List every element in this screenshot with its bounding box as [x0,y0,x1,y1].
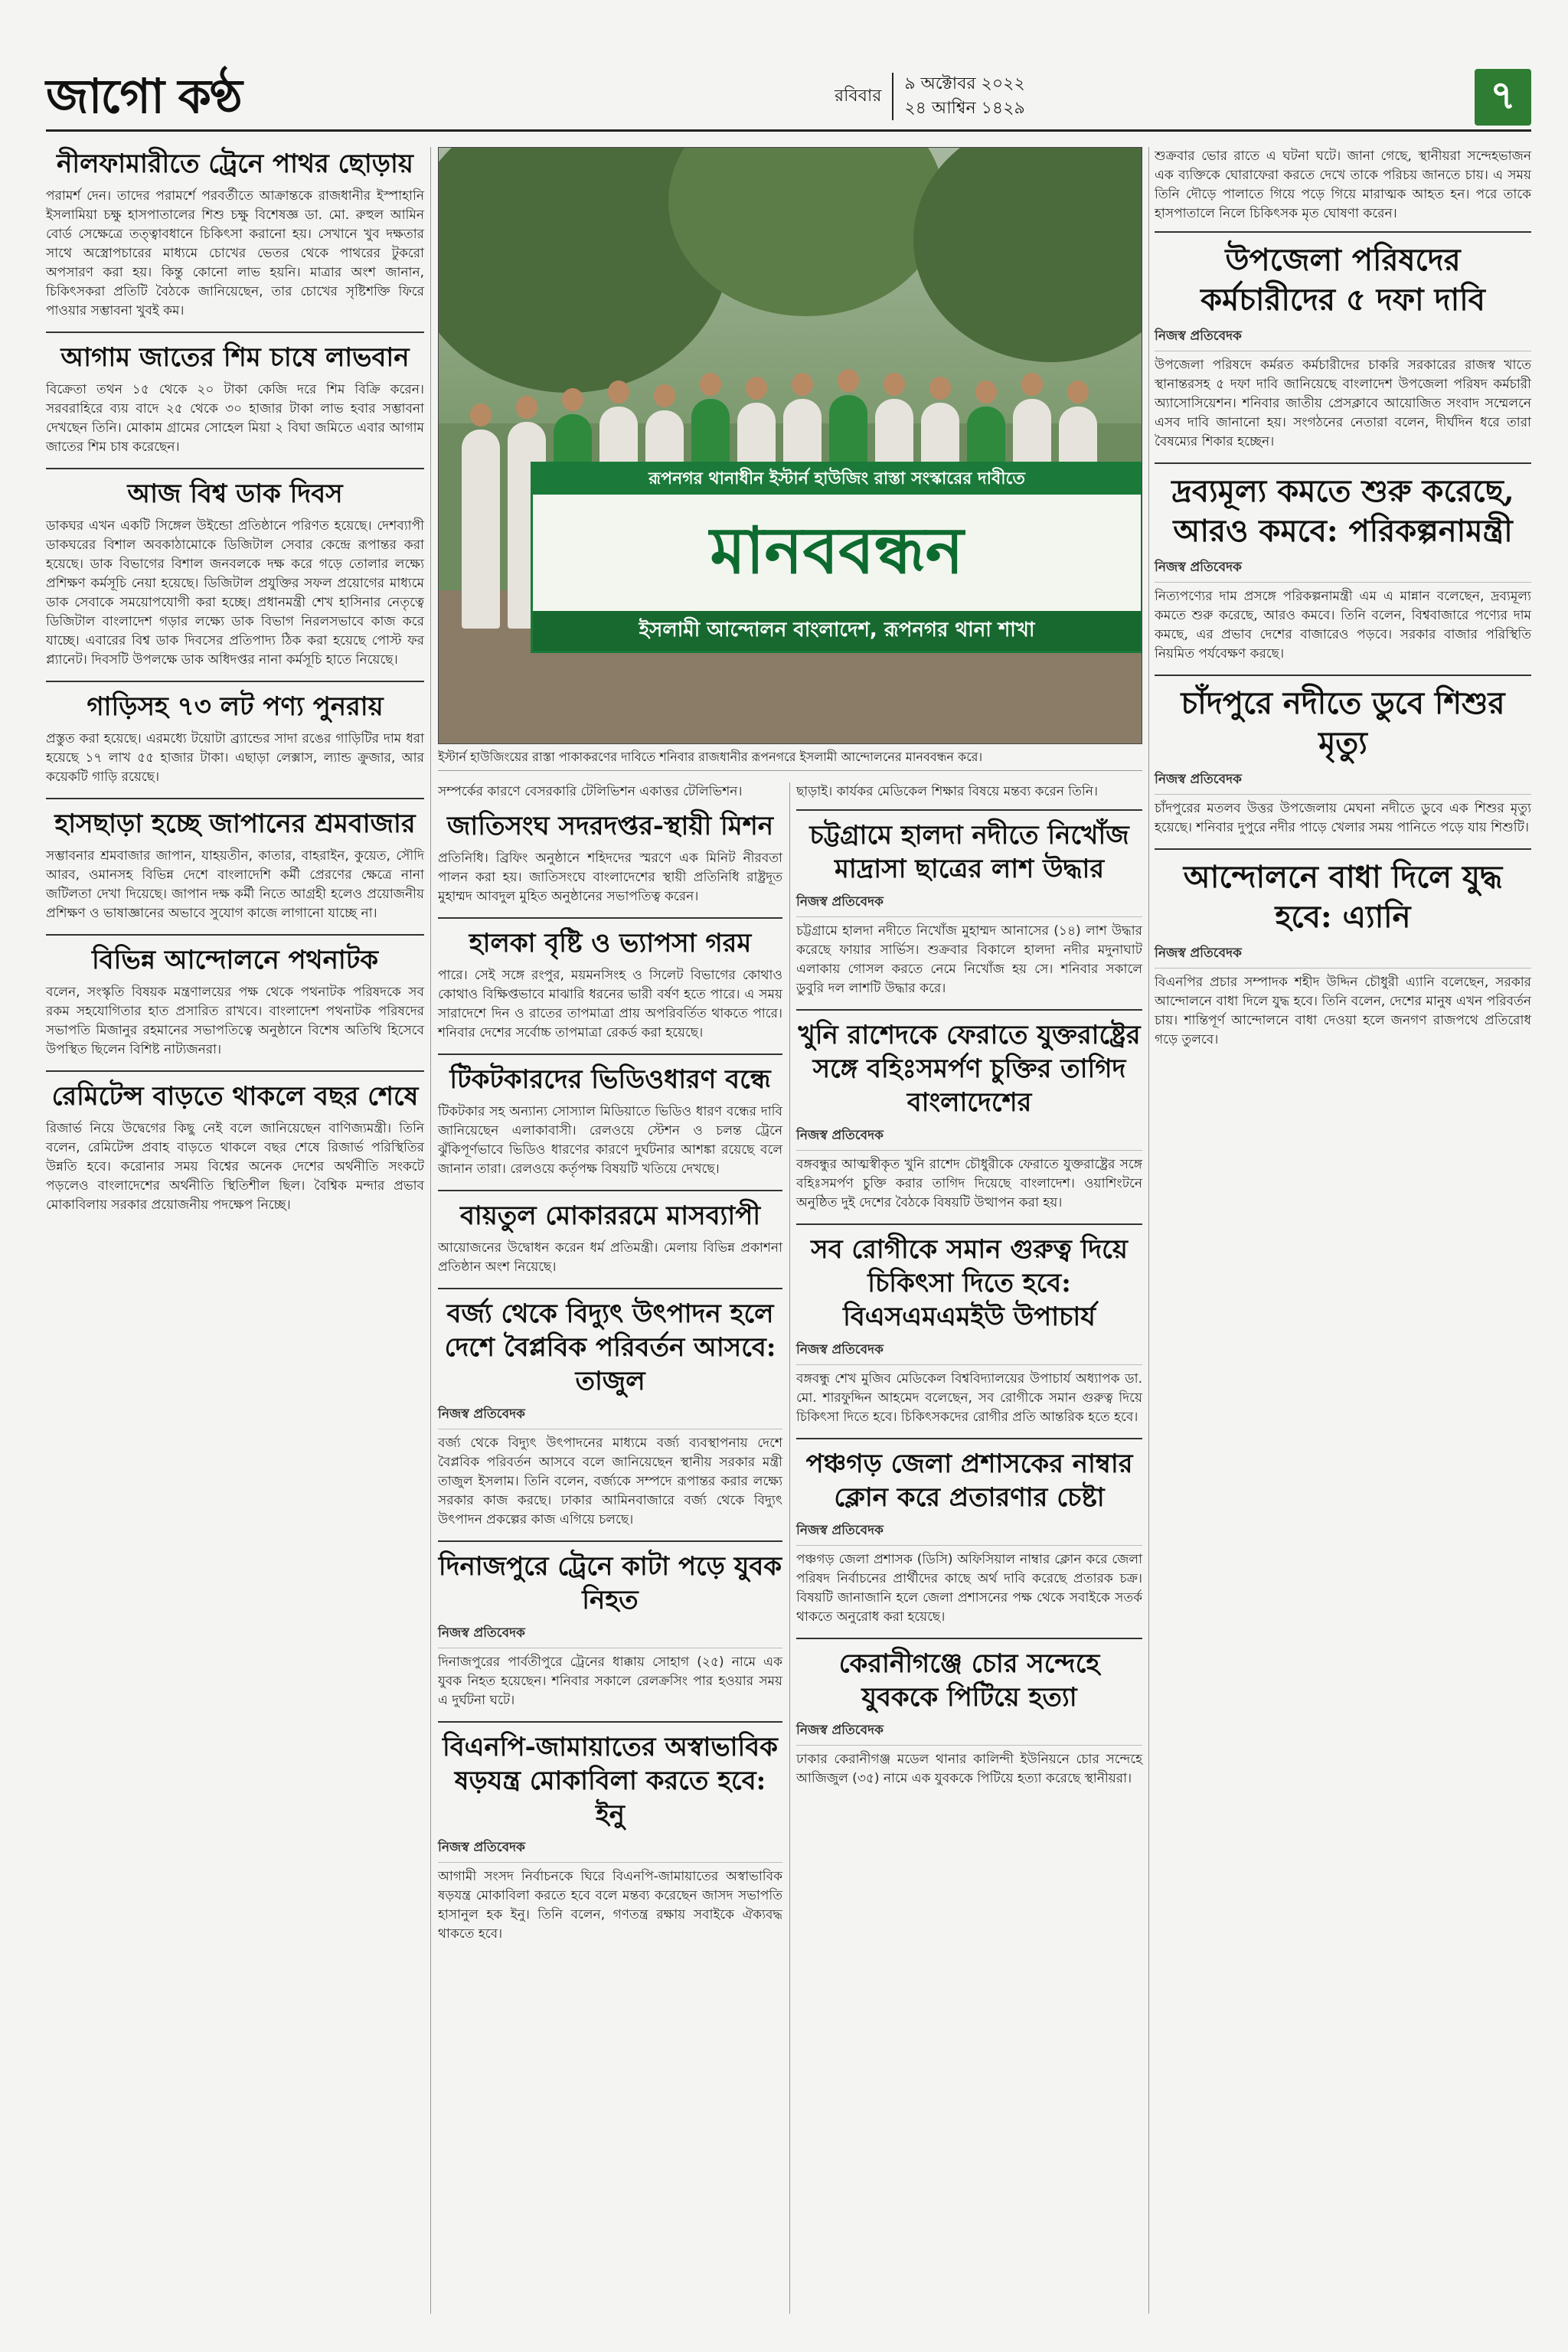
dates [904,72,1024,121]
story [46,807,424,923]
headline[interactable]: পঞ্চগড় জেলা প্রশাসকের নাম্বার ক্লোন করে প্রতারণার চেষ্টা [805,1449,1133,1513]
story-body: নিত্যপণ্যের দাম প্রসঙ্গে পরিকল্পনামন্ত্রী এম এ মান্নান বলেছেন, দ্রব্যমূল্য কমতে শুরু করেছে, আরও কমবে। তিনি বলেন, বিশ্ববাজারে পণ্যের দাম কমছে, এর প্রভাব দেশের বাজারেও পড়বে। সরকার বাজার পরিস্থিতি নিয়মিত পর্যবেক্ষণ করছে। [1155,589,1531,662]
story-body: বঙ্গবন্ধুর আত্মস্বীকৃত খুনি রাশেদ চৌধুরীকে ফেরাতে যুক্তরাষ্ট্রের সঙ্গে বহিঃসমর্পণ চুক্তি করার তাগিদ দিয়েছে বাংলাদেশ। ওয়াশিংটনে অনুষ্ঠিত দুই দেশের বৈঠকে বিষয়টি উত্থাপন করা হয়। [796,1157,1142,1210]
byline: নিজস্ব প্রতিবেদক [796,1125,1142,1151]
headline[interactable]: বিএনপি-জামায়াতের অস্বাভাবিক ষড়যন্ত্র মোকাবিলা করতে হবে: ইনু [443,1732,778,1830]
divider [796,1009,1142,1011]
banner-top-text: রূপনগর থানাধীন ইস্টার্ন হাউজিং রাস্তা সংস্কারের দাবীতে [533,464,1141,495]
story [796,1647,1142,1788]
headline[interactable]: হাসছাড়া হচ্ছে জাপানের শ্রমবাজার [54,808,416,839]
left-column [46,147,424,1226]
divider [796,1638,1142,1639]
date-bengali: ২৪ আশ্বিন ১৪২৯ [904,99,1025,118]
divider [46,798,424,799]
divider [46,681,424,682]
center-left-column [438,782,782,1955]
page-number: ৭ [1475,69,1531,126]
story [46,477,424,670]
protest-banner [531,462,1142,653]
story-body: ছাড়াই। কার্যকর মেডিকেল শিক্ষার বিষয়ে মন্তব্য করেন তিনি। [796,784,1099,799]
banner-bottom-text: ইসলামী আন্দোলন বাংলাদেশ, রূপনগর থানা শাখা [533,611,1141,651]
story [796,1018,1142,1213]
headline[interactable]: সব রোগীকে সমান গুরুত্ব দিয়ে চিকিৎসা দিতে হবে: বিএসএমএমইউ উপাচার্য [811,1234,1128,1332]
story-body: আগামী সংসদ নির্বাচনকে ঘিরে বিএনপি-জামায়াতের অস্বাভাবিক ষড়যন্ত্র মোকাবিলা করতে হবে বলে মন্তব্য করেছেন জাসদ সভাপতি হাসানুল হক ইনু। তিনি বলেন, গণতন্ত্র রক্ষায় সবাইকে ঐক্যবদ্ধ থাকতে হবে। [438,1869,782,1942]
divider [438,917,782,919]
byline: নিজস্ব প্রতিবেদক [796,1340,1142,1365]
protester [462,430,500,629]
story [438,1297,782,1530]
headline[interactable]: রেমিটেন্স বাড়তে থাকলে বছর শেষে [51,1081,419,1112]
divider [438,1721,782,1723]
story-body: বর্জ্য থেকে বিদ্যুৎ উৎপাদনের মাধ্যমে বর্জ্য ব্যবস্থাপনায় দেশে বৈপ্লবিক পরিবর্তন আসবে বলে জানিয়েছেন স্থানীয় সরকার মন্ত্রী তাজুল ইসলাম। তিনি বলেন, বর্জ্যকে সম্পদে রূপান্তর করার লক্ষ্যে সরকার কাজ করছে। ঢাকার আমিনবাজারে বর্জ্য থেকে বিদ্যুৎ উৎপাদন প্রকল্পের কাজ এগিয়ে চলছে। [438,1436,782,1527]
byline: নিজস্ব প্রতিবেদক [1155,557,1531,583]
byline: নিজস্ব প্রতিবেদক [1155,769,1531,795]
byline: নিজস্ব প্রতিবেদক [796,1720,1142,1746]
byline: নিজস্ব প্রতিবেদক [1155,943,1531,969]
byline: নিজস্ব প্রতিবেদক [438,1838,782,1863]
story-body: চট্টগ্রামে হালদা নদীতে নিখোঁজ মুহাম্মদ আনাসের (১৪) লাশ উদ্ধার করেছে ফায়ার সার্ভিস। শুক্রবার বিকালে হালদা নদীর মদুনাঘাট এলাকায় গোসল করতে নেমে নিখোঁজ হয় সে। শনিবার সকালে ডুবুরি দল লাশটি উদ্ধার করে। [796,923,1142,996]
divider [1155,848,1531,850]
headline[interactable]: উপজেলা পরিষদের কর্মচারীদের ৫ দফা দাবি [1200,242,1485,318]
banner-main-text: মানববন্ধন [710,511,964,588]
story [438,1550,782,1710]
story-body: ডাকঘর এখন একটি সিঙ্গেল উইন্ডো প্রতিষ্ঠানে পরিণত হয়েছে। দেশব্যাপী ডাকঘরের বিশাল অবকাঠামোকে ডিজিটাল সেবার কেন্দ্রে রূপান্তর করা হয়েছে। ডাক বিভাগের বিশাল জনবলকে দক্ষ করে গড়ে তোলার লক্ষ্যে প্রশিক্ষণ কর্মসূচি নেয়া হয়েছে। ডিজিটাল প্রযুক্তির সফল প্রয়োগের মাধ্যমে ডাক সেবাকে সময়োপযোগী করা হচ্ছে। প্রধানমন্ত্রী শেখ হাসিনার নেতৃত্বে ডিজিটাল বাংলাদেশ গড়ার লক্ষ্যে ডাক বিভাগ নিরলসভাবে কাজ করে যাচ্ছে। এবারের বিশ্ব ডাক দিবসের প্রতিপাদ্য ঠিক করা হয়েছে পোস্ট ফর প্ল্যানেট। দিবসটি উপলক্ষে ডাক অধিদপ্তর নানা কর্মসূচি হাতে নিয়েছে। [46,518,424,668]
divider [796,809,1142,811]
column-divider [789,782,790,2314]
story-body: দিনাজপুরের পার্বতীপুরে ট্রেনের ধাক্কায় সোহাগ (২৫) নামে এক যুবক নিহত হয়েছেন। শনিবার সকালে রেলক্রসিং পার হওয়ার সময় এ দুর্ঘটনা ঘটে। [438,1655,782,1708]
headline[interactable]: আজ বিশ্ব ডাক দিবস [127,479,343,509]
divider [438,1054,782,1055]
headline[interactable]: কেরানীগঞ্জে চোর সন্দেহে যুবককে পিটিয়ে হত্যা [838,1648,1100,1713]
story [1155,472,1531,664]
column-divider [1148,147,1149,2314]
date-gregorian: ৯ অক্টোবর ২০২২ [904,74,1025,93]
divider [438,1540,782,1542]
headline[interactable]: টিকটকারদের ভিডিওধারণ বন্ধে [449,1064,771,1095]
dateline [835,72,1025,121]
divider [438,1288,782,1289]
divider [46,468,424,469]
headline[interactable]: জাতিসংঘ সদরদপ্তর-স্থায়ী মিশন [446,811,774,841]
headline[interactable]: বায়তুল মোকাররমে মাসব্যাপী [459,1200,761,1231]
story [438,809,782,906]
story-body: পরামর্শ দেন। তাদের পরামর্শে পরবর্তীতে আক্রান্তকে রাজধানীর ইস্পাহানি ইসলামিয়া চক্ষু হাসপাতালের শিশু চক্ষু বিশেষজ্ঞ ডা. মো. রুহুল আমিন বোর্ড সেক্ষেত্রে তত্ত্বাবধানে চিকিৎসা করানো হয়। সেখানে খুব দক্ষতার সাথে অস্ত্রোপচারের মাধ্যমে চোখের ভেতর থেকে পাথরের টুকরো অপসারণ করা হয়। কিন্তু কোনো লাভ হয়নি। মাত্রার অংশ জানান, চিকিৎসকরা প্রতিটি বৈঠকে জানিয়েছেন, তার চোখের সৃষ্টিশক্তি ফিরে পাওয়ার সম্ভাবনা খুবই কম। [46,188,424,318]
headline[interactable]: আন্দোলনে বাধা দিলে যুদ্ধ হবে: এ্যানি [1183,859,1503,935]
newspaper-logo [46,67,241,132]
headline[interactable]: গাড়িসহ ৭৩ লট পণ্য পুনরায় [87,691,384,722]
story [438,926,782,1043]
headline[interactable]: খুনি রাশেদকে ফেরাতে যুক্তরাষ্ট্রের সঙ্গে বহিঃসমর্পণ চুক্তির তাগিদ বাংলাদেশের [798,1020,1141,1118]
story [46,341,424,457]
story [46,690,424,787]
headline[interactable]: বর্জ্য থেকে বিদ্যুৎ উৎপাদন হলে দেশে বৈপ্লবিক পরিবর্তন আসবে: তাজুল [444,1298,776,1396]
news-photo[interactable] [438,147,1142,744]
story [438,1730,782,1944]
story-body: পঞ্চগড় জেলা প্রশাসক (ডিসি) অফিসিয়াল নাম্বার ক্লোন করে জেলা পরিষদ নির্বাচনের প্রার্থীদের কাছে অর্থ দাবি করেছে প্রতারক চক্র। বিষয়টি জানাজানি হলে জেলা প্রশাসনের পক্ষ থেকে সবাইকে সতর্ক থাকতে অনুরোধ করা হয়েছে। [796,1552,1142,1625]
headline[interactable]: দ্রব্যমূল্য কমতে শুরু করেছে, আরও কমবে: পরিকল্পনামন্ত্রী [1171,473,1514,549]
divider [46,934,424,936]
story-body: রিজার্ভ নিয়ে উদ্বেগের কিছু নেই বলে জানিয়েছেন বাণিজ্যমন্ত্রী। তিনি বলেন, রেমিটেন্স প্রবাহ বাড়তে থাকলে বছর শেষে রিজার্ভ পরিস্থিতির উন্নতি হবে। করোনার সময় বিশ্বের অনেক দেশের অর্থনীতি সংকটে পড়লেও বাংলাদেশের অর্থনীতি স্থিতিশীল ছিল। বৈশ্বিক মন্দার প্রভাব মোকাবিলায় সরকার প্রয়োজনীয় পদক্ষেপ নিচ্ছে। [46,1121,424,1213]
divider [1155,231,1531,233]
story [1155,240,1531,452]
story-body: বঙ্গবন্ধু শেখ মুজিব মেডিকেল বিশ্ববিদ্যালয়ের উপাচার্য অধ্যাপক ডা. মো. শারফুদ্দিন আহমেদ বলেছেন, সব রোগীকে সমান গুরুত্ব দিয়ে চিকিৎসা দিতে হবে। চিকিৎসকদের রোগীর প্রতি আন্তরিক হতে হবে। [796,1371,1142,1425]
logo-text: জাগো কণ্ঠ [46,67,241,124]
divider [796,1223,1142,1225]
story [796,1233,1142,1427]
byline: নিজস্ব প্রতিবেদক [796,892,1142,917]
column-divider [430,147,431,2314]
headline[interactable]: চাঁদপুরে নদীতে ডুবে শিশুর মৃত্যু [1181,685,1505,761]
headline[interactable]: দিনাজপুরে ট্রেনে কাটা পড়ে যুবক নিহত [438,1551,782,1615]
story-body: শুক্রবার ভোর রাতে এ ঘটনা ঘটে। জানা গেছে, স্থানীয়রা সন্দেহভাজন এক ব্যক্তিকে ঘোরাফেরা করতে দেখে তাকে পরিচয় জানতে চায়। এ সময় তিনি দৌড়ে পালাতে গিয়ে পড়ে গিয়ে মারাত্মক আহত হন। পরে তাকে হাসপাতালে নিলে চিকিৎসক মৃত ঘোষণা করেন। [1155,149,1531,221]
story-body: পারে। সেই সঙ্গে রংপুর, ময়মনসিংহ ও সিলেট বিভাগের কোথাও কোথাও বিক্ষিপ্তভাবে মাঝারি ধরনের ভারী বর্ষণ হতে পারে। এ সময় সারাদেশে দিন ও রাতের তাপমাত্রা প্রায় অপরিবর্তিত থাকতে পারে। শনিবার দেশের সর্বোচ্চ তাপমাত্রা রেকর্ড করা হয়েছে। [438,968,782,1040]
story [46,1080,424,1215]
headline[interactable]: হালকা বৃষ্টি ও ভ্যাপসা গরম [469,928,752,959]
story-body: বলেন, সংস্কৃতি বিষয়ক মন্ত্রণালয়ের পক্ষ থেকে পথনাটক পরিষদকে সব রকম সহযোগিতার হাত প্রসারিত রাখবে। বাংলাদেশ পথনাটক পরিষদের সভাপতি মিজানুর রহমানের সভাপতিত্বে অনুষ্ঠানে বিশেষ অতিথি হিসেবে উপস্থিত ছিলেন বিশিষ্ট নাট্যজনরা। [46,985,424,1057]
center-right-column [796,782,1142,1799]
story-body: টিকটকার সহ অন্যান্য সোস্যাল মিডিয়াতে ভিডিও ধারণ বন্ধের দাবি জানিয়েছেন এলাকাবাসী। রেলওয়ে স্টেশন ও চলন্ত ট্রেনে ঝুঁকিপূর্ণভাবে ভিডিও ধারণের কারণে দুর্ঘটনার আশঙ্কা রয়েছে বলে জানান তারা। রেলওয়ে কর্তৃপক্ষ বিষয়টি খতিয়ে দেখছে। [438,1104,782,1177]
story-body: প্রতিনিধি। ব্রিফিং অনুষ্ঠানে শহিদদের স্মরণে এক মিনিট নীরবতা পালন করা হয়। জাতিসংঘে বাংলাদেশের স্থায়ী প্রতিনিধি রাষ্ট্রদূত মুহাম্মদ আবদুল মুহিত অনুষ্ঠানের সভাপতিত্ব করেন। [438,851,782,904]
story [438,1199,782,1277]
story [796,818,1142,998]
story-body: সম্পর্কের কারণে বেসরকারি টেলিভিশন একাত্তর টেলিভিশন। [438,784,743,799]
byline: নিজস্ব প্রতিবেদক [1155,326,1531,351]
story-body: বিএনপির প্রচার সম্পাদক শহীদ উদ্দিন চৌধুরী এ্যানি বলেছেন, সরকার আন্দোলনে বাধা দিলে যুদ্ধ হবে। তিনি বলেন, দেশের মানুষ এখন পরিবর্তন চায়। শান্তিপূর্ণ আন্দোলনে বাধা দেওয়া হলে জনগণ রাজপথে প্রতিরোধ গড়ে তুলবে। [1155,975,1531,1047]
story-body: আয়োজনের উদ্বোধন করেন ধর্ম প্রতিমন্ত্রী। মেলায় বিভিন্ন প্রকাশনা প্রতিষ্ঠান অংশ নিয়েছে। [438,1240,782,1275]
story [46,147,424,321]
dateline-divider [892,73,893,120]
divider [46,332,424,333]
byline: নিজস্ব প্রতিবেদক [438,1623,782,1648]
divider [1155,462,1531,464]
masthead [46,67,1531,132]
story-body: প্রস্তুত করা হয়েছে। এরমধ্যে টয়োটা ব্র্যান্ডের সাদা রঙের গাড়িটির দাম ধরা হয়েছে ১৭ লাখ ৫৫ হাজার টাকা। এছাড়া লেক্সাস, ল্যান্ড ক্রুজার, আর কয়েকটি গাড়ি রয়েছে। [46,731,424,785]
story-body: চাঁদপুরের মতলব উত্তর উপজেলায় মেঘনা নদীতে ডুবে এক শিশুর মৃত্যু হয়েছে। শনিবার দুপুরে নদীর পাড়ে খেলার সময় পানিতে পড়ে যায় শিশুটি। [1155,801,1531,835]
story-body: উপজেলা পরিষদে কর্মরত কর্মচারীদের চাকরি সরকারের রাজস্ব খাতে স্থানান্তরসহ ৫ দফা দাবি জানিয়েছে বাংলাদেশ উপজেলা পরিষদ কর্মচারী অ্যাসোসিয়েশন। শনিবার জাতীয় প্রেসক্লাবে আয়োজিত সংবাদ সম্মেলনে এসব দাবি জানানো হয়। সংগঠনের নেতারা বলেন, দীর্ঘদিন ধরে তারা বৈষম্যের শিকার হচ্ছেন। [1155,358,1531,449]
divider [46,1070,424,1072]
story [1155,684,1531,838]
divider [1155,675,1531,676]
byline: নিজস্ব প্রতিবেদক [438,1404,782,1429]
headline[interactable]: চট্টগ্রামে হালদা নদীতে নিখোঁজ মাদ্রাসা ছাত্রের লাশ উদ্ধার [809,820,1129,884]
story [796,1447,1142,1627]
divider [796,1438,1142,1439]
story [438,1063,782,1179]
story [46,943,424,1060]
story [1155,858,1531,1050]
story-body: ঢাকার কেরানীগঞ্জ মডেল থানার কালিন্দী ইউনিয়নে চোর সন্দেহে আজিজুল (৩৫) নামে এক যুবককে পিটিয়ে হত্যা করেছে স্থানীয়রা। [796,1752,1142,1786]
headline[interactable]: নীলফামারীতে ট্রেনে পাথর ছোড়ায় [57,149,413,179]
divider [438,1190,782,1191]
story-body: বিক্রেতা তথন ১৫ থেকে ২০ টাকা কেজি দরে শিম বিক্রি করেন। সরবরাহিরে ব্যয় বাদে ২৫ থেকে ৩০ হাজার টাকা লাভ হবার সম্ভাবনা দেখছেন তিনি। মোকাম গ্রামের সোহেল মিয়া ২ বিঘা জমিতে এবার আগাম জাতের শিম চাষ করেছেন। [46,382,424,455]
headline[interactable]: আগাম জাতের শিম চাষে লাভবান [60,342,410,373]
right-column [1155,147,1531,1060]
day-label: রবিবার [835,87,882,106]
story-body: সম্ভাবনার শ্রমবাজার জাপান, যাহয়তীন, কাতার, বাহরাইন, কুয়েত, সৌদি আরব, ওমানসহ বিভিন্ন দেশে বাংলাদেশি কর্মী প্রেরণের ক্ষেত্রে নানা জটিলতা দেখা দিয়েছে। জাপান দক্ষ কর্মী নিতে আগ্রহী হলেও প্রয়োজনীয় প্রশিক্ষণ ও ভাষাজ্ঞানের অভাবে সুযোগ কাজে লাগানো যাচ্ছে না। [46,848,424,921]
photo-caption: ইস্টার্ন হাউজিংয়ের রাস্তা পাকাকরণের দাবিতে শনিবার রাজধানীর রূপনগরে ইসলামী আন্দোলনের মানববন্ধন করে। [438,749,1142,771]
byline: নিজস্ব প্রতিবেদক [796,1521,1142,1546]
headline[interactable]: বিভিন্ন আন্দোলনে পথনাটক [91,945,379,975]
